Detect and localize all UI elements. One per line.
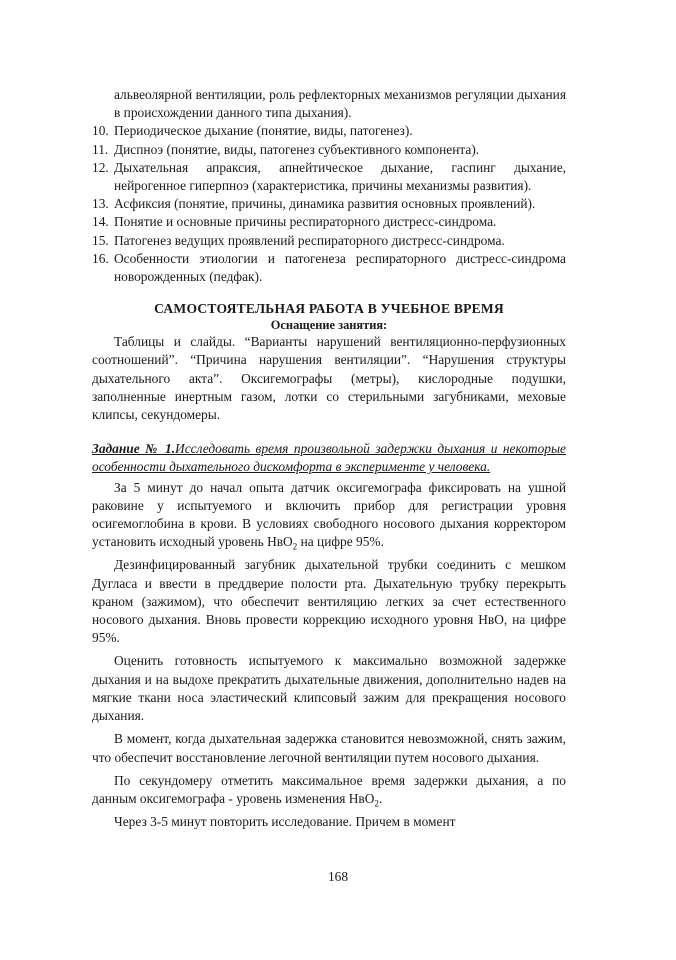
task-label: Задание № 1. [92, 441, 176, 457]
list-item-text: Асфиксия (понятие, причины, динамика развития основных проявлений). [114, 196, 536, 212]
question-list [92, 122, 566, 286]
paragraph-5-end: . [378, 790, 383, 806]
list-item [92, 213, 566, 231]
list-item-text: Понятие и основные причины респираторного дистресс-синдрома. [114, 214, 497, 230]
list-item-number: 12. [92, 159, 109, 175]
list-item-number: 14. [92, 214, 109, 230]
subscript: 2 [292, 541, 298, 552]
paragraph-2: Дезинфицированный загубник дыхательной трубки соединить с мешком Дугласа и ввести в преддверие полости рта. Дыхательную трубку перекрыть краном (зажимом), что обеспечит вентиляцию легких за счет естественного носового дыхания. Вновь провести коррекцию исходного уровня НвО, на цифре 95%. [92, 557, 566, 646]
list-item [92, 232, 566, 250]
equipment-paragraph: Таблицы и слайды. “Варианты нарушений вентиляционно-перфузионных соотношений”. “Причина нарушения вентиляции”. “Нарушения структуры дыхательного акта”. Оксигемографы (метры), кислородные подушки, заполненные инертным газом, лотки со стерильными загубниками, меховые клипсы, секундомеры. [92, 334, 566, 423]
paragraph-1-text: За 5 минут до начал опыта датчик оксигемографа фиксировать на ушной раковине у испытуемого и включить прибор для регистрации уровня осигемоглобина в крови. В условиях свободного носового дыхания корректором установить исходный уровень НвО [92, 479, 566, 550]
paragraph-5-text: По секундомеру отметить максимальное время задержки дыхания, а по данным оксигемографа - уровень изменения НвО [92, 772, 566, 806]
section-subtitle: Оснащение занятия: [270, 318, 388, 333]
subscript: 2 [374, 798, 379, 809]
list-item-text: Особенности этиологии и патогенеза респираторного дистресс-синдрома новорожденных (педфак). [114, 250, 566, 285]
task-title: Исследовать время произвольной задержки дыхания и некоторые особенности дыхательного дискомфорта в эксперименте у человека. [92, 441, 566, 475]
list-item-number: 13. [92, 196, 109, 212]
list-item [92, 122, 566, 140]
list-item-text: Дыхательная апраксия, апнейтическое дыхание, гаспинг дыхание, нейрогенное гиперпноэ (характеристика, причины механизмы развития). [114, 159, 566, 194]
task-heading [92, 440, 566, 476]
paragraph-1-end: на цифре 95%. [297, 534, 384, 550]
paragraph-4: В момент, когда дыхательная задержка становится невозможной, снять зажим, что обеспечит восстановление легочной вентиляции путем носового дыхания. [92, 731, 566, 765]
list-item-number: 16. [92, 250, 109, 266]
paragraph-6: Через 3-5 минут повторить исследование. Причем в момент [114, 814, 456, 830]
list-item-number: 11. [92, 141, 109, 157]
paragraph-1 [92, 479, 566, 552]
page-number: 168 [327, 869, 349, 884]
paragraph-5 [92, 772, 566, 808]
list-item-number: 10. [92, 123, 109, 139]
list-item [92, 141, 566, 159]
page-content [92, 86, 566, 836]
list-item-text: Периодическое дыхание (понятие, виды, патогенез). [114, 123, 413, 139]
paragraph-3: Оценить готовность испытуемого к максимально возможной задержке дыхания и на выдохе прекратить дыхательные движения, дополнительно надев на мягкие ткани носа эластический клипсовый зажим для прекращения носового дыхания. [92, 653, 566, 724]
intro-continuation: альвеолярной вентиляции, роль рефлекторных механизмов регуляции дыхания в происхождении данного типа дыхания). [114, 87, 566, 121]
list-item-text: Диспноэ (понятие, виды, патогенез субъективного компонента). [114, 141, 480, 157]
section-title: САМОСТОЯТЕЛЬНАЯ РАБОТА В УЧЕБНОЕ ВРЕМЯ [154, 301, 504, 317]
list-item [92, 250, 566, 286]
list-item [92, 159, 566, 195]
list-item-number: 15. [92, 232, 109, 248]
list-item [92, 195, 566, 213]
list-item-text: Патогенез ведущих проявлений респираторного дистресс-синдрома. [114, 232, 505, 248]
